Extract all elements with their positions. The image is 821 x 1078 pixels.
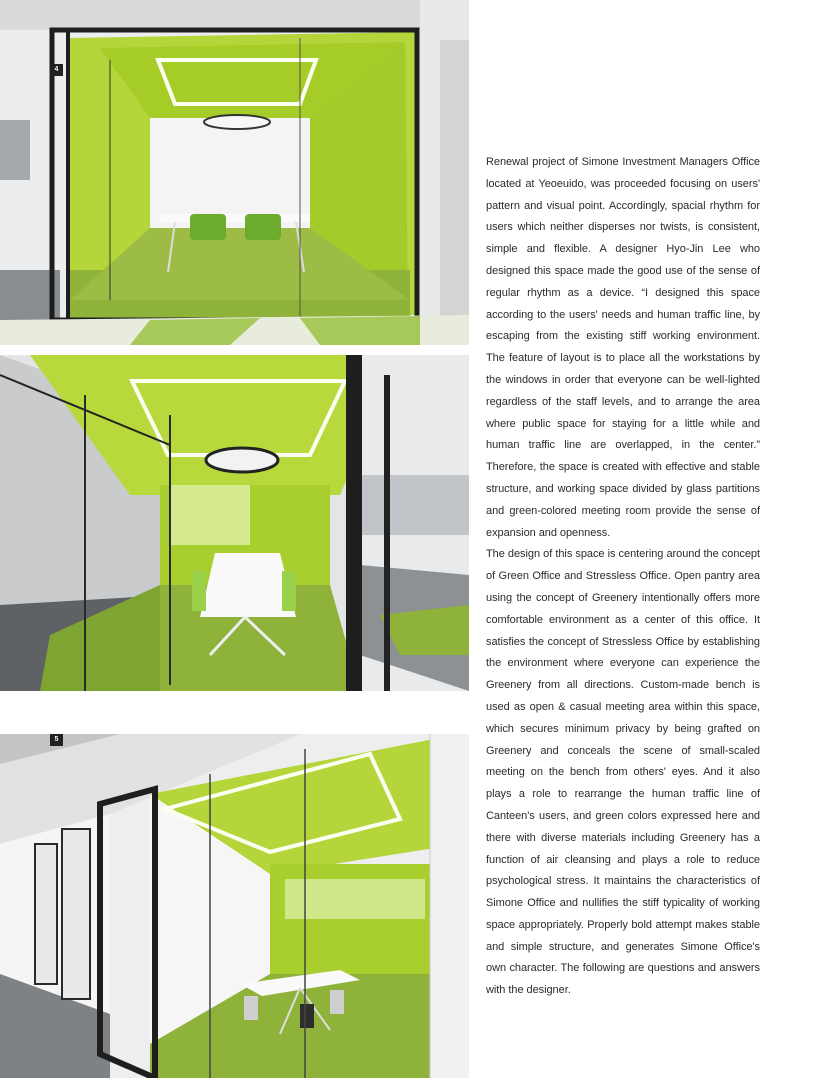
figure-number-badge: 4	[50, 64, 63, 76]
meeting-room-photo-2	[0, 355, 469, 691]
article-body	[486, 152, 760, 1002]
meeting-room-photo-3	[0, 734, 469, 1078]
article-paragraph: Renewal project of Simone Investment Managers Office located at Yeoeuido, was proceeded focusing on users' pattern and visual point. Accordingly, spacial rhythm for users which neither disperses nor twists, is consistent, simple and flexible. A designer Hyo-Jin Lee who designed this space made the good use of the sense of regular rhythm as a device. “I designed this space according to the users' needs and human traffic line, by escaping from the existing stiff working environment. The feature of layout is to place all the workstations by the windows in order that everyone can be well-lighted regardless of the staff levels, and to arrange the area where public space for staying for a little while and human traffic line are overlapped, in the center.” Therefore, the space is created with effective and stable structure, and working space divided by glass partitions and green-colored meeting room provide the sense of expansion and openness.	[486, 156, 760, 539]
article-paragraph: The design of this space is centering around the concept of Green Office and Stressless Office. Open pantry area using the concept of Greenery intentionally offers more comfortable environment as a center of this office. It satisfies the concept of Stressless Office by establishing the environment where everyone can experience the Greenery from all directions. Custom-made bench is used as open & casual meeting area within this space, which secures minimum privacy by being grafted on Greenery and conceals the scene of small-scaled meeting on the bench from others' eyes. And it also plays a role to rearrange the human traffic line of Canteen's users, and green colors expressed here and there with diverse materials including Greenery has a function of air cleansing and plays a role to reduce psychological stress. It maintains the characteristics of Simone Office and nullifies the stiff typicality of working space appropriately. Properly bold attempt makes stable and simple structure, and generates Simone Office's own character. The following are questions and answers with the designer.	[486, 548, 760, 997]
figure-number-badge: 5	[50, 734, 63, 746]
meeting-room-photo-1	[0, 0, 469, 345]
